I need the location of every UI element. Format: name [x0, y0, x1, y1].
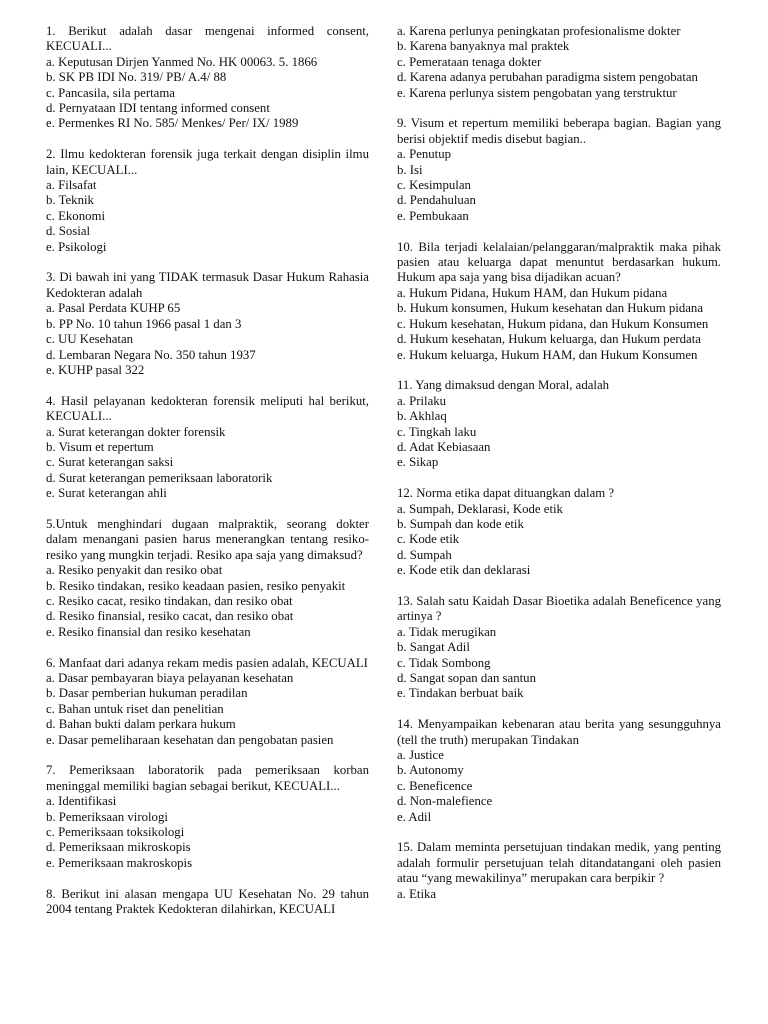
answer-option: e. Adil [397, 809, 432, 824]
answer-option: e. Hukum keluarga, Hukum HAM, dan Hukum Konsumen [397, 347, 698, 362]
answer-option: a. Surat keterangan dokter forensik [46, 424, 226, 439]
question-stem: 9. Visum et repertum memiliki beberapa bagian. Bagian yang berisi objektif medis disebut bagian.. [397, 116, 721, 146]
answer-option: a. Penutup [397, 147, 452, 162]
answer-option: e. Psikologi [46, 239, 107, 254]
answer-option: d. Pernyataan IDI tentang informed consent [46, 101, 270, 116]
answer-option: a. Sumpah, Deklarasi, Kode etik [397, 501, 563, 516]
answer-option: a. Identifikasi [46, 794, 117, 809]
answer-option: e. KUHP pasal 322 [46, 362, 145, 377]
answer-option: a. Justice [397, 748, 444, 762]
question-stem: 8. Berikut ini alasan mengapa UU Kesehatan No. 29 tahun 2004 tentang Praktek Kedokteran dilahirkan, KECUALI [46, 886, 369, 917]
answer-option: c. Tidak Sombong [397, 655, 491, 670]
question-8-options [397, 24, 721, 101]
answer-option: e. Pemeriksaan makroskopis [46, 855, 193, 870]
question-9 [397, 116, 721, 224]
answer-option: c. Hukum kesehatan, Hukum pidana, dan Hukum Konsumen [397, 316, 709, 331]
answer-option: d. Sangat sopan dan santun [397, 670, 536, 685]
question-stem: 12. Norma etika dapat dituangkan dalam ? [397, 486, 615, 501]
answer-option: a. Hukum Pidana, Hukum HAM, dan Hukum pidana [397, 285, 668, 300]
question-5 [46, 517, 369, 640]
answer-option: a. Tidak merugikan [397, 624, 497, 639]
answer-option: a. Filsafat [46, 178, 97, 193]
answer-option: e. Kode etik dan deklarasi [397, 563, 531, 578]
answer-option: c. Kesimpulan [397, 178, 471, 193]
question-stem: 6. Manfaat dari adanya rekam medis pasien adalah, KECUALI [46, 655, 368, 670]
answer-option: b. Karena banyaknya mal praktek [397, 39, 570, 54]
answer-option: b. Autonomy [397, 763, 464, 778]
answer-option: c. UU Kesehatan [46, 332, 134, 347]
answer-option: a. Karena perlunya peningkatan profesionalisme dokter [397, 24, 681, 38]
answer-option: b. Sumpah dan kode etik [397, 516, 524, 531]
answer-option: c. Pemeriksaan toksikologi [46, 825, 185, 840]
answer-option: e. Tindakan berbuat baik [397, 686, 524, 701]
question-stem: 1. Berikut adalah dasar mengenai informed consent, KECUALI... [46, 24, 369, 54]
question-4 [46, 394, 369, 502]
question-stem: 14. Menyampaikan kebenaran atau berita yang sesungguhnya (tell the truth) merupakan Tindakan [397, 717, 721, 747]
question-15 [397, 840, 721, 902]
question-1 [46, 24, 369, 132]
question-2 [46, 147, 369, 255]
answer-option: e. Resiko finansial dan resiko kesehatan [46, 624, 251, 639]
answer-option: d. Adat Kebiasaan [397, 439, 491, 454]
answer-option: b. Pemeriksaan virologi [46, 809, 168, 824]
question-7 [46, 763, 369, 871]
answer-option: b. Hukum konsumen, Hukum kesehatan dan Hukum pidana [397, 301, 704, 316]
question-14 [397, 717, 721, 825]
question-11 [397, 378, 721, 470]
answer-option: a. Pasal Perdata KUHP 65 [46, 301, 181, 316]
answer-option: d. Lembaran Negara No. 350 tahun 1937 [46, 347, 256, 362]
question-12 [397, 486, 721, 578]
answer-option: d. Sumpah [397, 547, 452, 562]
answer-option: c. Pancasila, sila pertama [46, 85, 175, 100]
answer-option: c. Surat keterangan saksi [46, 455, 174, 470]
answer-option: d. Pendahuluan [397, 193, 476, 208]
answer-option: b. Isi [397, 162, 423, 177]
question-stem: 5.Untuk menghindari dugaan malpraktik, seorang dokter dalam menangani pasien harus menerangkan tentang resiko-resiko yang mungkin terjadi. Resiko apa saja yang dimaksud? [46, 516, 369, 562]
answer-option: d. Karena adanya perubahan paradigma sistem pengobatan [397, 70, 698, 85]
question-3 [46, 270, 369, 378]
question-10 [397, 240, 721, 363]
answer-option: d. Pemeriksaan mikroskopis [46, 840, 191, 855]
answer-option: d. Non-malefience [397, 794, 493, 809]
question-stem: 7. Pemeriksaan laboratorik pada pemeriksaan korban meninggal memiliki bagian sebagai berikut, KECUALI... [46, 763, 369, 793]
question-stem: 2. Ilmu kedokteran forensik juga terkait dengan disiplin ilmu lain, KECUALI... [46, 147, 369, 177]
answer-option: b. Dasar pemberian hukuman peradilan [46, 686, 248, 701]
answer-option: e. Dasar pemeliharaan kesehatan dan pengobatan pasien [46, 732, 334, 747]
question-stem: 11. Yang dimaksud dengan Moral, adalah [397, 378, 610, 393]
answer-option: b. PP No. 10 tahun 1966 pasal 1 dan 3 [46, 316, 242, 331]
question-6 [46, 656, 369, 748]
answer-option: c. Tingkah laku [397, 424, 477, 439]
question-stem: 4. Hasil pelayanan kedokteran forensik meliputi hal berikut, KECUALI... [46, 393, 369, 424]
answer-option: c. Ekonomi [46, 208, 105, 223]
answer-option: d. Resiko finansial, resiko cacat, dan resiko obat [46, 609, 294, 624]
answer-option: a. Dasar pembayaran biaya pelayanan kesehatan [46, 670, 294, 685]
question-stem: 15. Dalam meminta persetujuan tindakan medik, yang penting adalah formulir persetujuan telah ditandatangani oleh pasien atau “yang mewakilinya” merupakan cara berpikir ? [397, 840, 721, 886]
question-stem: 10. Bila terjadi kelalaian/pelanggaran/malpraktik maka pihak pasien atau keluarga dapat menuntut berdasarkan hukum. Hukum apa saja yang bisa dijadikan acuan? [397, 239, 721, 285]
answer-option: e. Pembukaan [397, 208, 469, 223]
answer-option: c. Kode etik [397, 532, 460, 547]
answer-option: b. Visum et repertum [46, 439, 154, 454]
answer-option: b. SK PB IDI No. 319/ PB/ A.4/ 88 [46, 70, 227, 85]
left-column [46, 24, 369, 933]
question-8 [46, 887, 369, 918]
question-stem: 3. Di bawah ini yang TIDAK termasuk Dasar Hukum Rahasia Kedokteran adalah [46, 270, 369, 300]
answer-option: c. Resiko cacat, resiko tindakan, dan resiko obat [46, 593, 293, 608]
answer-option: c. Pemerataan tenaga dokter [397, 54, 542, 69]
answer-option: a. Etika [397, 886, 437, 901]
answer-option: b. Teknik [46, 193, 94, 208]
answer-option: e. Sikap [397, 455, 439, 470]
answer-option: d. Bahan bukti dalam perkara hukum [46, 717, 236, 732]
answer-option: b. Sangat Adil [397, 640, 470, 655]
right-column [397, 24, 721, 917]
answer-option: c. Beneficence [397, 778, 473, 793]
answer-option: b. Resiko tindakan, resiko keadaan pasien, resiko penyakit [46, 578, 346, 593]
answer-option: d. Sosial [46, 224, 91, 239]
answer-option: d. Surat keterangan pemeriksaan laboratorik [46, 470, 273, 485]
answer-option: a. Resiko penyakit dan resiko obat [46, 563, 223, 578]
answer-option: c. Bahan untuk riset dan penelitian [46, 701, 224, 716]
answer-option: b. Akhlaq [397, 409, 447, 424]
answer-option: a. Keputusan Dirjen Yanmed No. HK 00063. 5. 1866 [46, 54, 318, 69]
answer-option: a. Prilaku [397, 393, 447, 408]
answer-option: e. Permenkes RI No. 585/ Menkes/ Per/ IX/ 1989 [46, 116, 299, 131]
answer-option: e. Karena perlunya sistem pengobatan yang terstruktur [397, 85, 677, 100]
answer-option: e. Surat keterangan ahli [46, 486, 167, 501]
answer-option: d. Hukum kesehatan, Hukum keluarga, dan Hukum perdata [397, 332, 701, 347]
question-stem: 13. Salah satu Kaidah Dasar Bioetika adalah Beneficence yang artinya ? [397, 593, 721, 624]
question-13 [397, 594, 721, 702]
